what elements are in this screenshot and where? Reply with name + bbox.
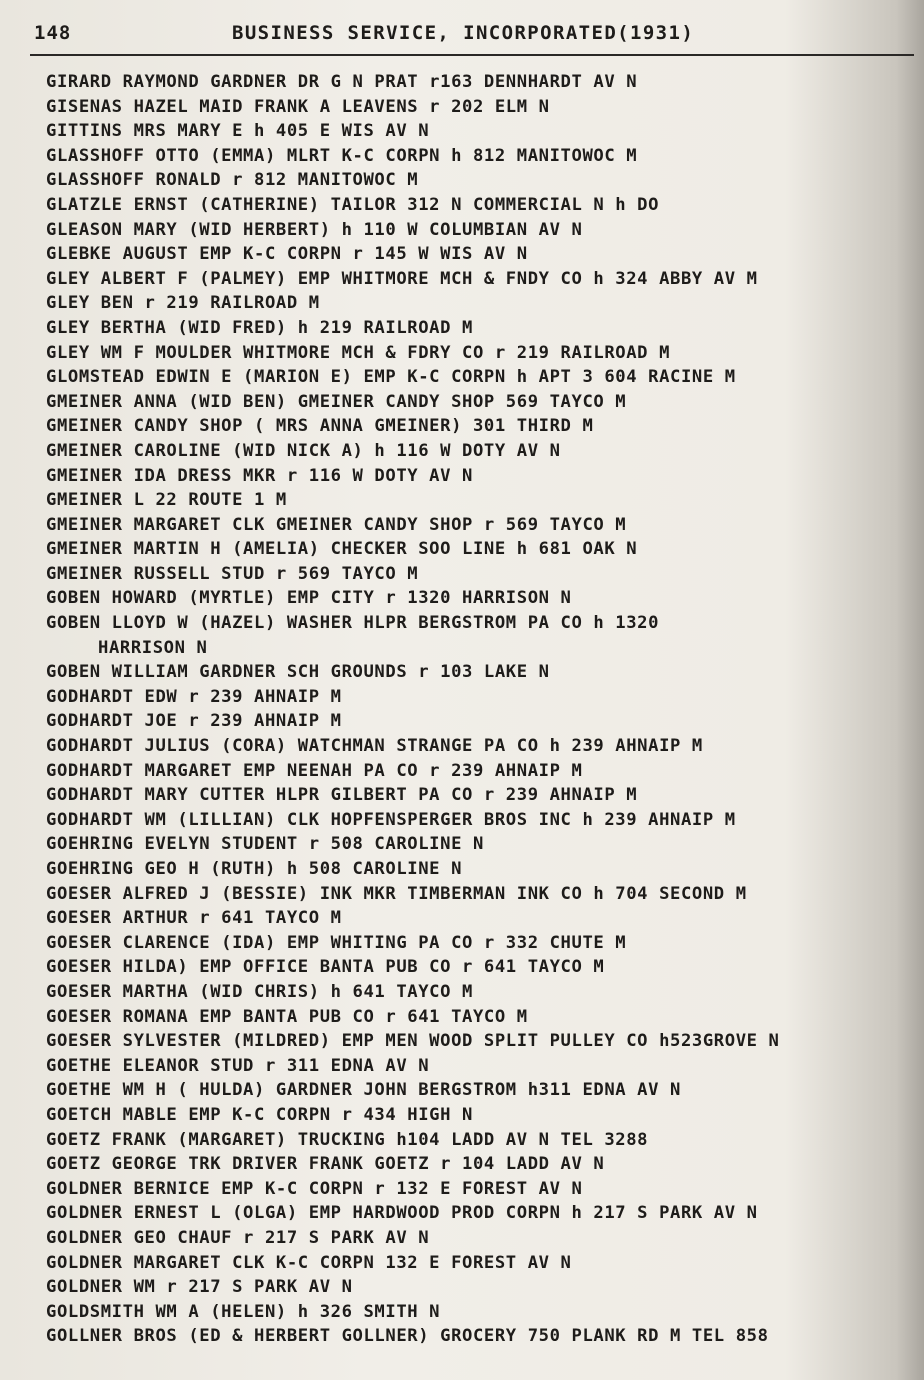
header-rule xyxy=(30,54,914,56)
directory-entry: GODHARDT JOE r 239 AHNAIP M xyxy=(46,711,342,732)
directory-entry: GISENAS HAZEL MAID FRANK A LEAVENS r 202 ELM N xyxy=(46,96,550,117)
directory-entry: GOETHE WM H ( HULDA) GARDNER JOHN BERGSTROM h311 EDNA AV N xyxy=(46,1080,681,1101)
directory-entry: GOEHRING EVELYN STUDENT r 508 CAROLINE N xyxy=(46,834,484,855)
directory-entry: GITTINS MRS MARY E h 405 E WIS AV N xyxy=(46,121,430,142)
directory-entry: GMEINER MARGARET CLK GMEINER CANDY SHOP r 569 TAYCO M xyxy=(46,514,627,535)
directory-entry: GLEASON MARY (WID HERBERT) h 110 W COLUMBIAN AV N xyxy=(46,219,583,240)
directory-entry: GOESER ALFRED J (BESSIE) INK MKR TIMBERMAN INK CO h 704 SECOND M xyxy=(46,883,747,904)
directory-entry: GOLDNER WM r 217 S PARK AV N xyxy=(46,1277,353,1298)
directory-entry: GLOMSTEAD EDWIN E (MARION E) EMP K-C CORPN h APT 3 604 RACINE M xyxy=(46,367,736,388)
directory-entry: GOESER MARTHA (WID CHRIS) h 641 TAYCO M xyxy=(46,981,473,1002)
directory-entry: GMEINER CAROLINE (WID NICK A) h 116 W DOTY AV N xyxy=(46,440,561,461)
page-header xyxy=(34,22,914,52)
directory-entry: GOETHE ELEANOR STUD r 311 EDNA AV N xyxy=(46,1055,430,1076)
directory-entry: GLASSHOFF RONALD r 812 MANITOWOC M xyxy=(46,170,419,191)
directory-entry: GOETCH MABLE EMP K-C CORPN r 434 HIGH N xyxy=(46,1104,473,1125)
directory-entry: GOEHRING GEO H (RUTH) h 508 CAROLINE N xyxy=(46,859,463,879)
directory-entry: GOBEN WILLIAM GARDNER SCH GROUNDS r 103 LAKE N xyxy=(46,662,550,683)
directory-entry: GODHARDT WM (LILLIAN) CLK HOPFENSPERGER BROS INC h 239 AHNAIP M xyxy=(46,809,736,830)
directory-entry: GODHARDT JULIUS (CORA) WATCHMAN STRANGE PA CO h 239 AHNAIP M xyxy=(46,736,703,757)
directory-entry: GLASSHOFF OTTO (EMMA) MLRT K-C CORPN h 812 MANITOWOC M xyxy=(46,145,638,166)
directory-entry: GOESER ARTHUR r 641 TAYCO M xyxy=(46,908,342,929)
directory-entry: GLEY BERTHA (WID FRED) h 219 RAILROAD M xyxy=(46,317,473,338)
directory-entry: GOLLNER BROS (ED & HERBERT GOLLNER) GROCERY 750 PLANK RD M TEL 858 xyxy=(46,1326,769,1347)
directory-entry: GMEINER MARTIN H (AMELIA) CHECKER SOO LINE h 681 OAK N xyxy=(46,539,638,560)
directory-entry: GOLDNER GEO CHAUF r 217 S PARK AV N xyxy=(46,1227,430,1248)
directory-entry: GODHARDT MARGARET EMP NEENAH PA CO r 239 AHNAIP M xyxy=(46,760,583,781)
directory-entry: GOLDSMITH WM A (HELEN) h 326 SMITH N xyxy=(46,1301,441,1322)
directory-entry: GODHARDT EDW r 239 AHNAIP M xyxy=(46,686,342,707)
directory-entry: GOESER HILDA) EMP OFFICE BANTA PUB CO r 641 TAYCO M xyxy=(46,957,605,978)
directory-entry: GOLDNER ERNEST L (OLGA) EMP HARDWOOD PROD CORPN h 217 S PARK AV N xyxy=(46,1203,758,1224)
directory-entry: GMEINER L 22 ROUTE 1 M xyxy=(46,490,287,511)
directory-entry-continuation: HARRISON N xyxy=(98,637,208,658)
directory-entry: GOETZ FRANK (MARGARET) TRUCKING h104 LADD AV N TEL 3288 xyxy=(46,1129,649,1150)
page-number: 148 xyxy=(34,22,72,44)
directory-entry: GMEINER ANNA (WID BEN) GMEINER CANDY SHOP 569 TAYCO M xyxy=(46,391,627,412)
directory-entry: GOETZ GEORGE TRK DRIVER FRANK GOETZ r 104 LADD AV N xyxy=(46,1154,605,1175)
directory-entry: GODHARDT MARY CUTTER HLPR GILBERT PA CO r 239 AHNAIP M xyxy=(46,785,638,806)
directory-entry: GMEINER IDA DRESS MKR r 116 W DOTY AV N xyxy=(46,465,473,486)
directory-entry: GLEY WM F MOULDER WHITMORE MCH & FDRY CO r 219 RAILROAD M xyxy=(46,342,671,363)
directory-entry: GOESER CLARENCE (IDA) EMP WHITING PA CO r 332 CHUTE M xyxy=(46,932,627,953)
directory-entry: GLEY BEN r 219 RAILROAD M xyxy=(46,293,320,314)
directory-entry: GLEY ALBERT F (PALMEY) EMP WHITMORE MCH & FNDY CO h 324 ABBY AV M xyxy=(46,268,758,289)
directory-entry: GOBEN HOWARD (MYRTLE) EMP CITY r 1320 HARRISON N xyxy=(46,588,572,609)
directory-entry: GIRARD RAYMOND GARDNER DR G N PRAT r163 DENNHARDT AV N xyxy=(46,72,638,92)
directory-listing xyxy=(46,70,912,1349)
directory-entry: GMEINER CANDY SHOP ( MRS ANNA GMEINER) 301 THIRD M xyxy=(46,416,594,437)
directory-entry: GLATZLE ERNST (CATHERINE) TAILOR 312 N COMMERCIAL N h DO xyxy=(46,194,660,215)
directory-entry: GOBEN LLOYD W (HAZEL) WASHER HLPR BERGSTROM PA CO h 1320 xyxy=(46,613,660,634)
directory-entry: GOLDNER MARGARET CLK K-C CORPN 132 E FOREST AV N xyxy=(46,1252,572,1273)
directory-entry: GOESER ROMANA EMP BANTA PUB CO r 641 TAYCO M xyxy=(46,1006,528,1027)
directory-entry: GOLDNER BERNICE EMP K-C CORPN r 132 E FOREST AV N xyxy=(46,1178,583,1199)
directory-entry: GLEBKE AUGUST EMP K-C CORPN r 145 W WIS AV N xyxy=(46,244,528,265)
running-head: BUSINESS SERVICE, INCORPORATED(1931) xyxy=(232,22,695,44)
directory-entry: GOESER SYLVESTER (MILDRED) EMP MEN WOOD SPLIT PULLEY CO h523GROVE N xyxy=(46,1031,780,1052)
directory-entry: GMEINER RUSSELL STUD r 569 TAYCO M xyxy=(46,563,419,584)
